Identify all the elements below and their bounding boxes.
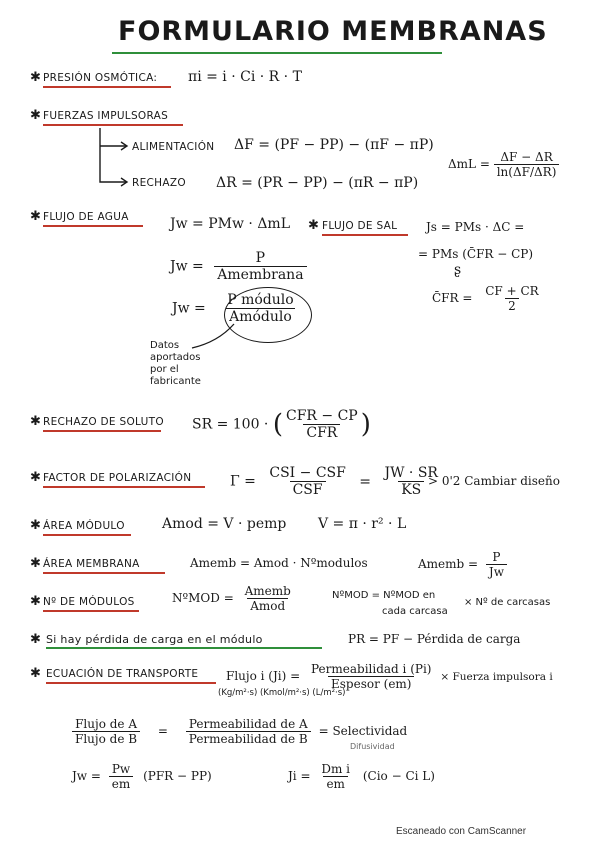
heading-underline bbox=[43, 86, 171, 88]
sel-frac-1 bbox=[72, 717, 140, 746]
cfr-den: 2 bbox=[505, 298, 519, 313]
heading-num-modulos: Nº DE MÓDULOS bbox=[43, 596, 135, 608]
eq-alimentacion: ΔF = (PF − PP) − (πF − πP) bbox=[234, 137, 434, 153]
jwf-num: Pw bbox=[111, 762, 131, 776]
eq-volumen: V = π · r² · L bbox=[318, 516, 407, 532]
eq-selectividad: $\frac{\text{Flujo de A}}{\text{Flujo de B}}$ = $\frac{\text{Permeabilidad de A}}{\text{Permeabilidad de B}}$ = Selectividad bbox=[72, 717, 407, 746]
bullet-star: ✱ bbox=[30, 414, 41, 429]
eq-jw-2 bbox=[170, 250, 307, 283]
dml-den: ln(ΔF/ΔR) bbox=[494, 164, 560, 179]
note-fabricante bbox=[150, 340, 240, 388]
eq-sr: SR = 100 · ( $\frac{\text{CFR − CP}}{\text{CFR}}$ ) bbox=[192, 408, 371, 441]
eq-presion: πi = i · Ci · R · T bbox=[188, 69, 302, 85]
amemb2-frac bbox=[486, 550, 507, 579]
jw2-lhs: Jw = bbox=[170, 258, 204, 275]
jw3-num: P módulo bbox=[227, 292, 294, 308]
dml-num: ΔF − ΔR bbox=[500, 150, 553, 164]
tr-tail: × Fuerza impulsora i bbox=[440, 671, 553, 683]
note-line: Datos bbox=[150, 340, 180, 351]
jif-frac bbox=[318, 762, 353, 791]
sr-den: CFR bbox=[303, 424, 340, 441]
amemb2-lhs: Amemb = bbox=[418, 557, 479, 571]
tr-lhs: Flujo i (Ji) = bbox=[226, 669, 301, 683]
heading-underline bbox=[43, 486, 205, 488]
sel-num-1: Flujo de A bbox=[75, 717, 137, 731]
eq-jw-1: Jw = PMw · ΔmL bbox=[170, 216, 290, 232]
eq-amod: Amod = V · pemp bbox=[162, 516, 287, 532]
eq-dml bbox=[448, 150, 559, 179]
jwf-frac bbox=[109, 762, 133, 791]
page-title: FORMULARIO MEMBRANAS bbox=[118, 16, 548, 47]
heading-flujo-agua: FLUJO DE AGUA bbox=[43, 211, 129, 223]
sel-den-1: Flujo de B bbox=[72, 731, 140, 746]
pol-lhs: Γ = bbox=[230, 473, 256, 490]
bullet-star: ✱ bbox=[30, 70, 41, 85]
eq-amemb: Amemb = Amod · Nºmodulos bbox=[190, 556, 368, 570]
squiggle-arrow: ʂ bbox=[454, 262, 462, 278]
jw2-num: P bbox=[255, 250, 266, 266]
heading-underline bbox=[46, 682, 216, 684]
bullet-star: ✱ bbox=[30, 556, 41, 571]
jw3-lhs: Jw = bbox=[172, 300, 206, 317]
heading-area-modulo: ÁREA MÓDULO bbox=[43, 520, 125, 532]
pol-num-2: JW · SR bbox=[384, 465, 438, 481]
sr-num: CFR − CP bbox=[286, 408, 358, 424]
heading-underline bbox=[43, 225, 143, 227]
bullet-star: ✱ bbox=[30, 470, 41, 485]
eq-transporte bbox=[226, 662, 553, 691]
heading-transporte: ECUACIÓN DE TRANSPORTE bbox=[46, 668, 199, 680]
heading-underline bbox=[43, 572, 165, 574]
eq-rechazo: ΔR = (PR − PP) − (πR − πP) bbox=[216, 175, 419, 191]
eq-nmod bbox=[172, 584, 294, 613]
jif-den: em bbox=[323, 776, 347, 791]
amemb2-num: P bbox=[492, 550, 501, 564]
note-line: fabricante bbox=[150, 376, 201, 387]
jwf-lhs: Jw = bbox=[72, 769, 101, 783]
heading-perdida: Si hay pérdida de carga en el módulo bbox=[46, 633, 263, 646]
eq-js-1: Js = PMs · ΔC = bbox=[426, 220, 525, 234]
bullet-star: ✱ bbox=[30, 632, 41, 647]
tr-den: Espesor (em) bbox=[328, 676, 414, 691]
jw2-den: Amembrana bbox=[214, 266, 306, 283]
heading-underline bbox=[43, 610, 139, 612]
nmod-lhs: NºMOD = bbox=[172, 591, 234, 605]
sel-rhs: = Selectividad bbox=[318, 724, 408, 738]
eq-ji-final bbox=[288, 762, 435, 791]
tr-frac bbox=[308, 662, 434, 691]
sel-frac-2 bbox=[186, 717, 311, 746]
sel-den-2: Permeabilidad de B bbox=[186, 731, 311, 746]
eq-nmod-2: NºMOD = NºMOD en bbox=[332, 590, 436, 601]
pol-den-2: KS bbox=[398, 481, 424, 498]
dml-lhs: ΔmL = bbox=[448, 157, 490, 171]
heading-underline bbox=[43, 534, 131, 536]
pol-num-1: CSI − CSF bbox=[269, 465, 346, 481]
tr-num: Permeabilidad i (Pi) bbox=[311, 662, 432, 676]
jwf-tail: (PFR − PP) bbox=[143, 769, 212, 783]
note-line: por el bbox=[150, 364, 179, 375]
bullet-star: ✱ bbox=[308, 218, 319, 233]
title-underline bbox=[112, 52, 442, 54]
jif-lhs: Ji = bbox=[288, 769, 311, 783]
sr-frac bbox=[283, 408, 361, 441]
eq-cfr bbox=[432, 284, 542, 313]
nmod-num: Amemb bbox=[244, 584, 291, 598]
sel-num-2: Permeabilidad de A bbox=[188, 717, 308, 731]
bullet-star: ✱ bbox=[30, 594, 41, 609]
nmod-den: Amod bbox=[247, 598, 288, 613]
pol-frac-1 bbox=[266, 465, 348, 498]
eq-amemb-2 bbox=[418, 550, 507, 579]
scanner-footer: Escaneado con CamScanner bbox=[396, 826, 527, 837]
heading-area-membrana: ÁREA MEMBRANA bbox=[43, 558, 140, 570]
cfr-lhs: C̄FR = bbox=[432, 291, 473, 305]
bullet-star: ✱ bbox=[30, 209, 41, 224]
eq-nmod-2c: × Nº de carcasas bbox=[464, 597, 551, 608]
sr-lhs: SR = 100 · bbox=[192, 416, 269, 433]
pol-eq-sign: = bbox=[359, 473, 372, 490]
heading-underline bbox=[322, 234, 408, 236]
eq-perdida: PR = PF − Pérdida de carga bbox=[348, 632, 521, 646]
eq-jw-3 bbox=[172, 292, 297, 325]
cfr-num: CF + CR bbox=[485, 284, 539, 298]
jif-num: Dm i bbox=[321, 762, 351, 776]
transporte-units: (Kg/m²·s) (Kmol/m²·s) (L/m²·s) bbox=[218, 688, 346, 698]
amemb2-den: Jw bbox=[486, 564, 507, 579]
heading-fuerzas: FUERZAS IMPULSORAS bbox=[43, 110, 169, 122]
eq-jw-final bbox=[72, 762, 212, 791]
heading-flujo-sal: FLUJO DE SAL bbox=[322, 220, 398, 232]
eq-polarizacion bbox=[230, 465, 441, 498]
heading-polarizacion: FACTOR DE POLARIZACIÓN bbox=[43, 472, 192, 484]
label-rechazo: RECHAZO bbox=[132, 177, 186, 189]
heading-underline-green bbox=[46, 647, 322, 649]
bullet-star: ✱ bbox=[30, 518, 41, 533]
heading-underline bbox=[43, 430, 161, 432]
branch-arrows bbox=[96, 126, 132, 188]
eq-nmod-2b: cada carcasa bbox=[382, 606, 448, 617]
difusividad-note: Difusividad bbox=[350, 742, 395, 751]
bullet-star: ✱ bbox=[30, 108, 41, 123]
jw3-den: Amódulo bbox=[226, 308, 295, 325]
pol-den-1: CSF bbox=[290, 481, 326, 498]
nmod-frac bbox=[242, 584, 294, 613]
pol-tail: > 0'2 Cambiar diseño bbox=[428, 474, 560, 488]
bullet-star: ✱ bbox=[30, 666, 41, 681]
jw2-frac bbox=[214, 250, 306, 283]
dml-frac bbox=[494, 150, 560, 179]
jwf-den: em bbox=[109, 776, 133, 791]
heading-presion: PRESIÓN OSMÓTICA: bbox=[43, 72, 158, 84]
jif-tail: (Cio − Ci L) bbox=[362, 769, 435, 783]
heading-rechazo-soluto: RECHAZO DE SOLUTO bbox=[43, 416, 164, 428]
jw3-frac bbox=[224, 292, 296, 325]
label-alimentacion: ALIMENTACIÓN bbox=[132, 141, 215, 153]
eq-js-2: = PMs (C̄FR − CP) bbox=[418, 247, 534, 261]
cfr-frac bbox=[482, 284, 541, 313]
note-line: aportados bbox=[150, 352, 201, 363]
